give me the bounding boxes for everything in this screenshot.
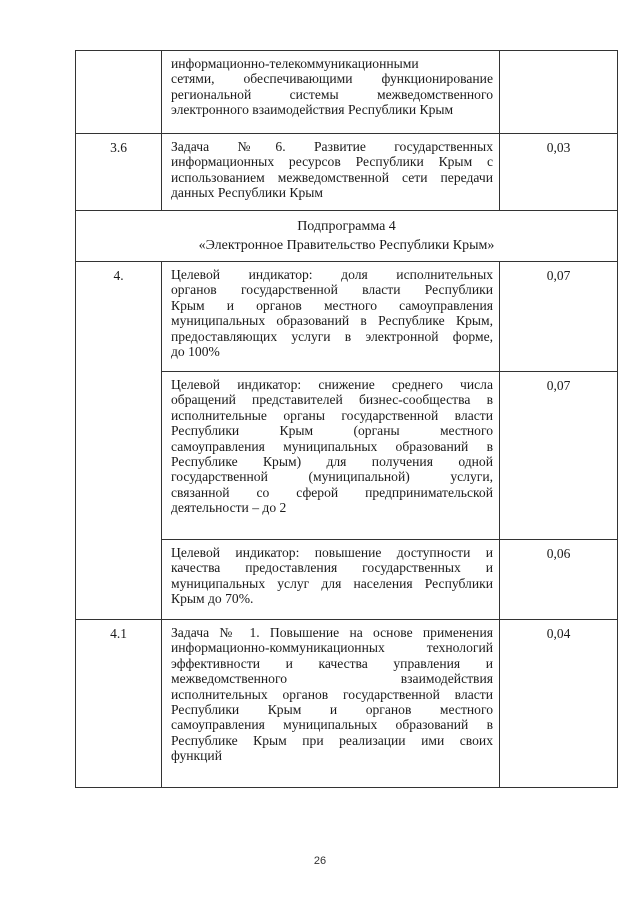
text-line: Крым до 70%. — [171, 591, 254, 607]
text-line: Задача № 1. Повышение на основе применения — [171, 625, 493, 640]
text-line: муниципальных образований в Республике Крым, — [171, 313, 493, 329]
text-line: Задача №6. Развитие государственных — [171, 139, 493, 154]
text-line: исполнительных органов государственной власти — [171, 686, 493, 702]
subprogram-label: Подпрограмма 4 — [297, 219, 396, 234]
table-row — [76, 134, 618, 211]
text-line: Целевой индикатор: доля исполнительных — [171, 267, 493, 282]
text-line: Целевой индикатор: повышение доступности и — [171, 545, 493, 560]
row-number — [76, 51, 162, 134]
row-description — [162, 620, 500, 788]
table-row — [76, 51, 618, 134]
row-number: 4. — [76, 262, 162, 620]
row-value — [500, 51, 618, 134]
row-description — [162, 51, 500, 134]
text-line: Республике Крым при реализации ими своих — [171, 732, 493, 748]
program-table — [75, 50, 618, 788]
text-line: региональной системы межведомственного — [171, 86, 493, 102]
text-line: муниципальных услуг для населения Республики — [171, 575, 493, 591]
text-line: информационных ресурсов Республики Крым с — [171, 154, 493, 170]
text-line: межведомственного взаимодействия — [171, 671, 493, 687]
row-value: 0,06 — [500, 540, 618, 620]
text-line: Крым и органов местного самоуправления — [171, 297, 493, 313]
subprogram-name: «Электронное Правительство Республики Крым» — [198, 238, 495, 253]
text-line: деятельности – до 2 — [171, 500, 287, 516]
text-line: качества предоставления государственных и — [171, 560, 493, 576]
table-row — [76, 620, 618, 788]
text-line: органов государственной власти Республики — [171, 282, 493, 298]
row-description — [162, 540, 500, 620]
row-description — [162, 134, 500, 211]
row-value: 0,03 — [500, 134, 618, 211]
row-value: 0,07 — [500, 372, 618, 540]
text-line: информационно-коммуникационных технологий — [171, 640, 493, 656]
text-line: Целевой индикатор: снижение среднего числа — [171, 377, 493, 392]
text-line: самоуправления муниципальных образований в — [171, 717, 493, 733]
text-line: исполнительные органы государственной власти — [171, 407, 493, 423]
text-line: Республики Крым и органов местного — [171, 702, 493, 718]
row-value: 0,07 — [500, 262, 618, 372]
text-line: Республики Крым (органы местного — [171, 423, 493, 439]
text-line: самоуправления муниципальных образований в — [171, 438, 493, 454]
text-line: предоставляющих услуги в электронной форме, — [171, 328, 493, 344]
row-number: 3.6 — [76, 134, 162, 211]
table-row — [76, 262, 618, 372]
text-line: использованием межведомственной сети передачи — [171, 169, 493, 185]
row-number: 4.1 — [76, 620, 162, 788]
text-line: эффективности и качества управления и — [171, 655, 493, 671]
text-line: государственной (муниципальной) услуги, — [171, 469, 493, 485]
text-line: электронного взаимодействия Республики Крым — [171, 102, 454, 118]
row-value: 0,04 — [500, 620, 618, 788]
text-line: информационно-телекоммуникационными — [171, 56, 419, 71]
text-line: сетями, обеспечивающими функционирование — [171, 71, 493, 87]
text-line: обращений представителей бизнес-сообщества в — [171, 392, 493, 408]
text-line: функций — [171, 748, 222, 764]
subprogram-title — [76, 211, 618, 262]
text-line: до 100% — [171, 344, 220, 360]
row-description — [162, 262, 500, 372]
text-line: данных Республики Крым — [171, 185, 324, 201]
page-number: 26 — [313, 855, 327, 867]
subprogram-header-row — [76, 211, 618, 262]
text-line: связанной со сферой предпринимательской — [171, 484, 493, 500]
text-line: Республике Крым) для получения одной — [171, 454, 493, 470]
row-description — [162, 372, 500, 540]
